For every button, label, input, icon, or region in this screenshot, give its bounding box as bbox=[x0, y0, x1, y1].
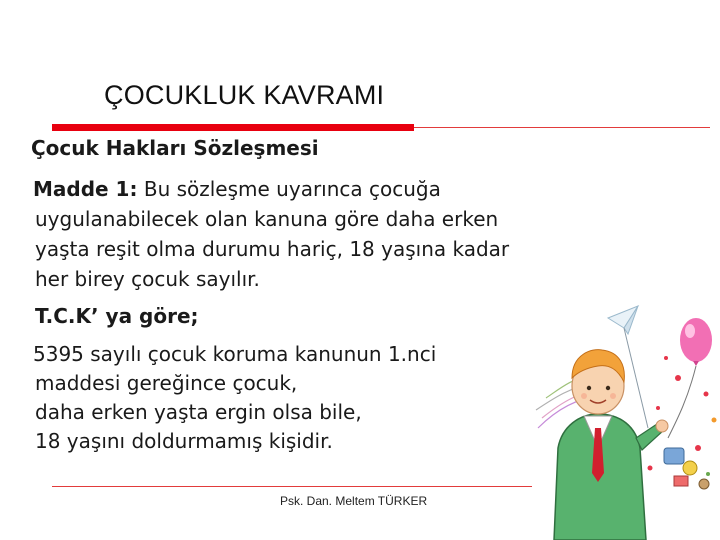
tck-line: daha erken yaşta ergin olsa bile, bbox=[35, 400, 362, 424]
convention-heading: Çocuk Hakları Sözleşmesi bbox=[31, 136, 319, 160]
article-line-4: her birey çocuk sayılır. bbox=[35, 267, 260, 291]
balloon-icon bbox=[668, 318, 712, 438]
article-line-2: uygulanabilecek olan kanuna göre daha erken bbox=[35, 207, 499, 231]
title-divider-line bbox=[414, 127, 710, 128]
article-paragraph bbox=[33, 174, 613, 294]
article-lead: Madde 1: bbox=[33, 177, 138, 201]
tck-line: 5395 sayılı çocuk koruma kanunun 1.nci bbox=[33, 342, 437, 366]
child-head bbox=[572, 350, 624, 414]
tck-line: 18 yaşını doldurmamış kişidir. bbox=[35, 429, 333, 453]
article-line-1 bbox=[33, 174, 613, 204]
title-accent-bar bbox=[52, 124, 414, 131]
toys-cluster-icon bbox=[664, 448, 709, 489]
graduation-gown bbox=[554, 414, 668, 540]
tck-line: maddesi gereğince çocuk, bbox=[35, 371, 298, 395]
graduate-child-illustration bbox=[528, 298, 720, 540]
footer-divider-line bbox=[52, 486, 532, 487]
footer-author: Psk. Dan. Meltem TÜRKER bbox=[280, 494, 428, 508]
tck-paragraph bbox=[33, 340, 436, 456]
tck-heading: T.C.K’ ya göre; bbox=[35, 304, 199, 328]
slide-title: ÇOCUKLUK KAVRAMI bbox=[104, 80, 385, 110]
article-line-1-text: Bu sözleşme uyarınca çocuğa bbox=[137, 177, 441, 201]
article-line-3: yaşta reşit olma durumu hariç, 18 yaşına kadar bbox=[35, 237, 510, 261]
